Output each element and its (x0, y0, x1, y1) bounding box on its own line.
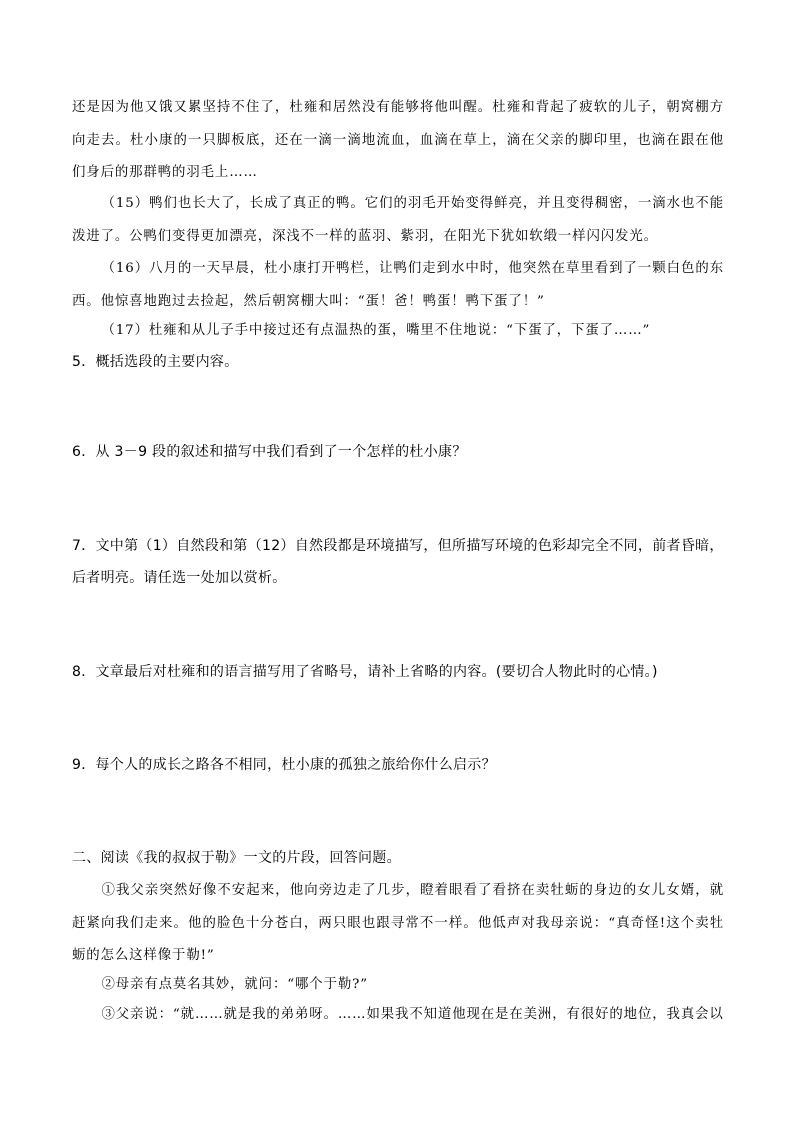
question-8: 8．文章最后对杜雍和的语言描写用了省略号，请补上省略的内容。(要切合人物此时的心情。) (72, 664, 658, 680)
passage-paragraph-17: （17）杜雍和从儿子手中接过还有点温热的蛋，嘴里不住地说：“下蛋了，下蛋了……” (101, 323, 651, 338)
question-7: 7．文中第（1）自然段和第（12）自然段都是环境描写，但所描写环境的色彩却完全不同，前者昏暗，后者明亮。请任选一处加以赏析。 (72, 538, 724, 586)
section-2-paragraph-1: ①我父亲突然好像不安起来，他向旁边走了几步，瞪着眼看了看挤在卖牡蛎的身边的女儿女婿，就赶紧向我们走来。他的脸色十分苍白，两只眼也跟寻常不一样。他低声对我母亲说：“真奇怪!这个卖牡蛎的怎么这样像于勒!” (72, 883, 724, 963)
passage-paragraph-14-tail: 还是因为他又饿又累坚持不住了，杜雍和居然没有能够将他叫醒。杜雍和背起了疲软的儿子，朝窝棚方向走去。杜小康的一只脚板底，还在一滴一滴地流血，血滴在草上，滴在父亲的脚印里，也滴在跟在他们身后的那群鸭的羽毛上…… (72, 100, 724, 180)
question-6: 6．从 3－9 段的叙述和描写中我们看到了一个怎样的杜小康？ (72, 444, 467, 460)
section-2-paragraph-2: ②母亲有点莫名其妙，就问：“哪个于勒?” (101, 977, 368, 992)
question-5: 5．概括选段的主要内容。 (72, 354, 239, 370)
section-2-heading: 二、阅读《我的叔叔于勒》一文的片段，回答问题。 (72, 850, 401, 866)
passage-paragraph-15: （15）鸭们也长大了，长成了真正的鸭。它们的羽毛开始变得鲜亮，并且变得稠密，一滴水也不能泼进了。公鸭们变得更加漂亮，深浅不一样的蓝羽、紫羽，在阳光下犹如软缎一样闪闪发光。 (72, 196, 724, 244)
section-2-paragraph-3: ③父亲说：“就……就是我的弟弟呀。……如果我不知道他现在是在美洲，有很好的地位，我真会以 (101, 1007, 724, 1022)
question-9: 9．每个人的成长之路各不相同，杜小康的孤独之旅给你什么启示？ (72, 757, 496, 773)
passage-paragraph-16: （16）八月的一天早晨，杜小康打开鸭栏，让鸭们走到水中时，他突然在草里看到了一颗白色的东西。他惊喜地跑过去捡起，然后朝窝棚大叫：“蛋！爸！鸭蛋！鸭下蛋了！” (72, 261, 724, 309)
